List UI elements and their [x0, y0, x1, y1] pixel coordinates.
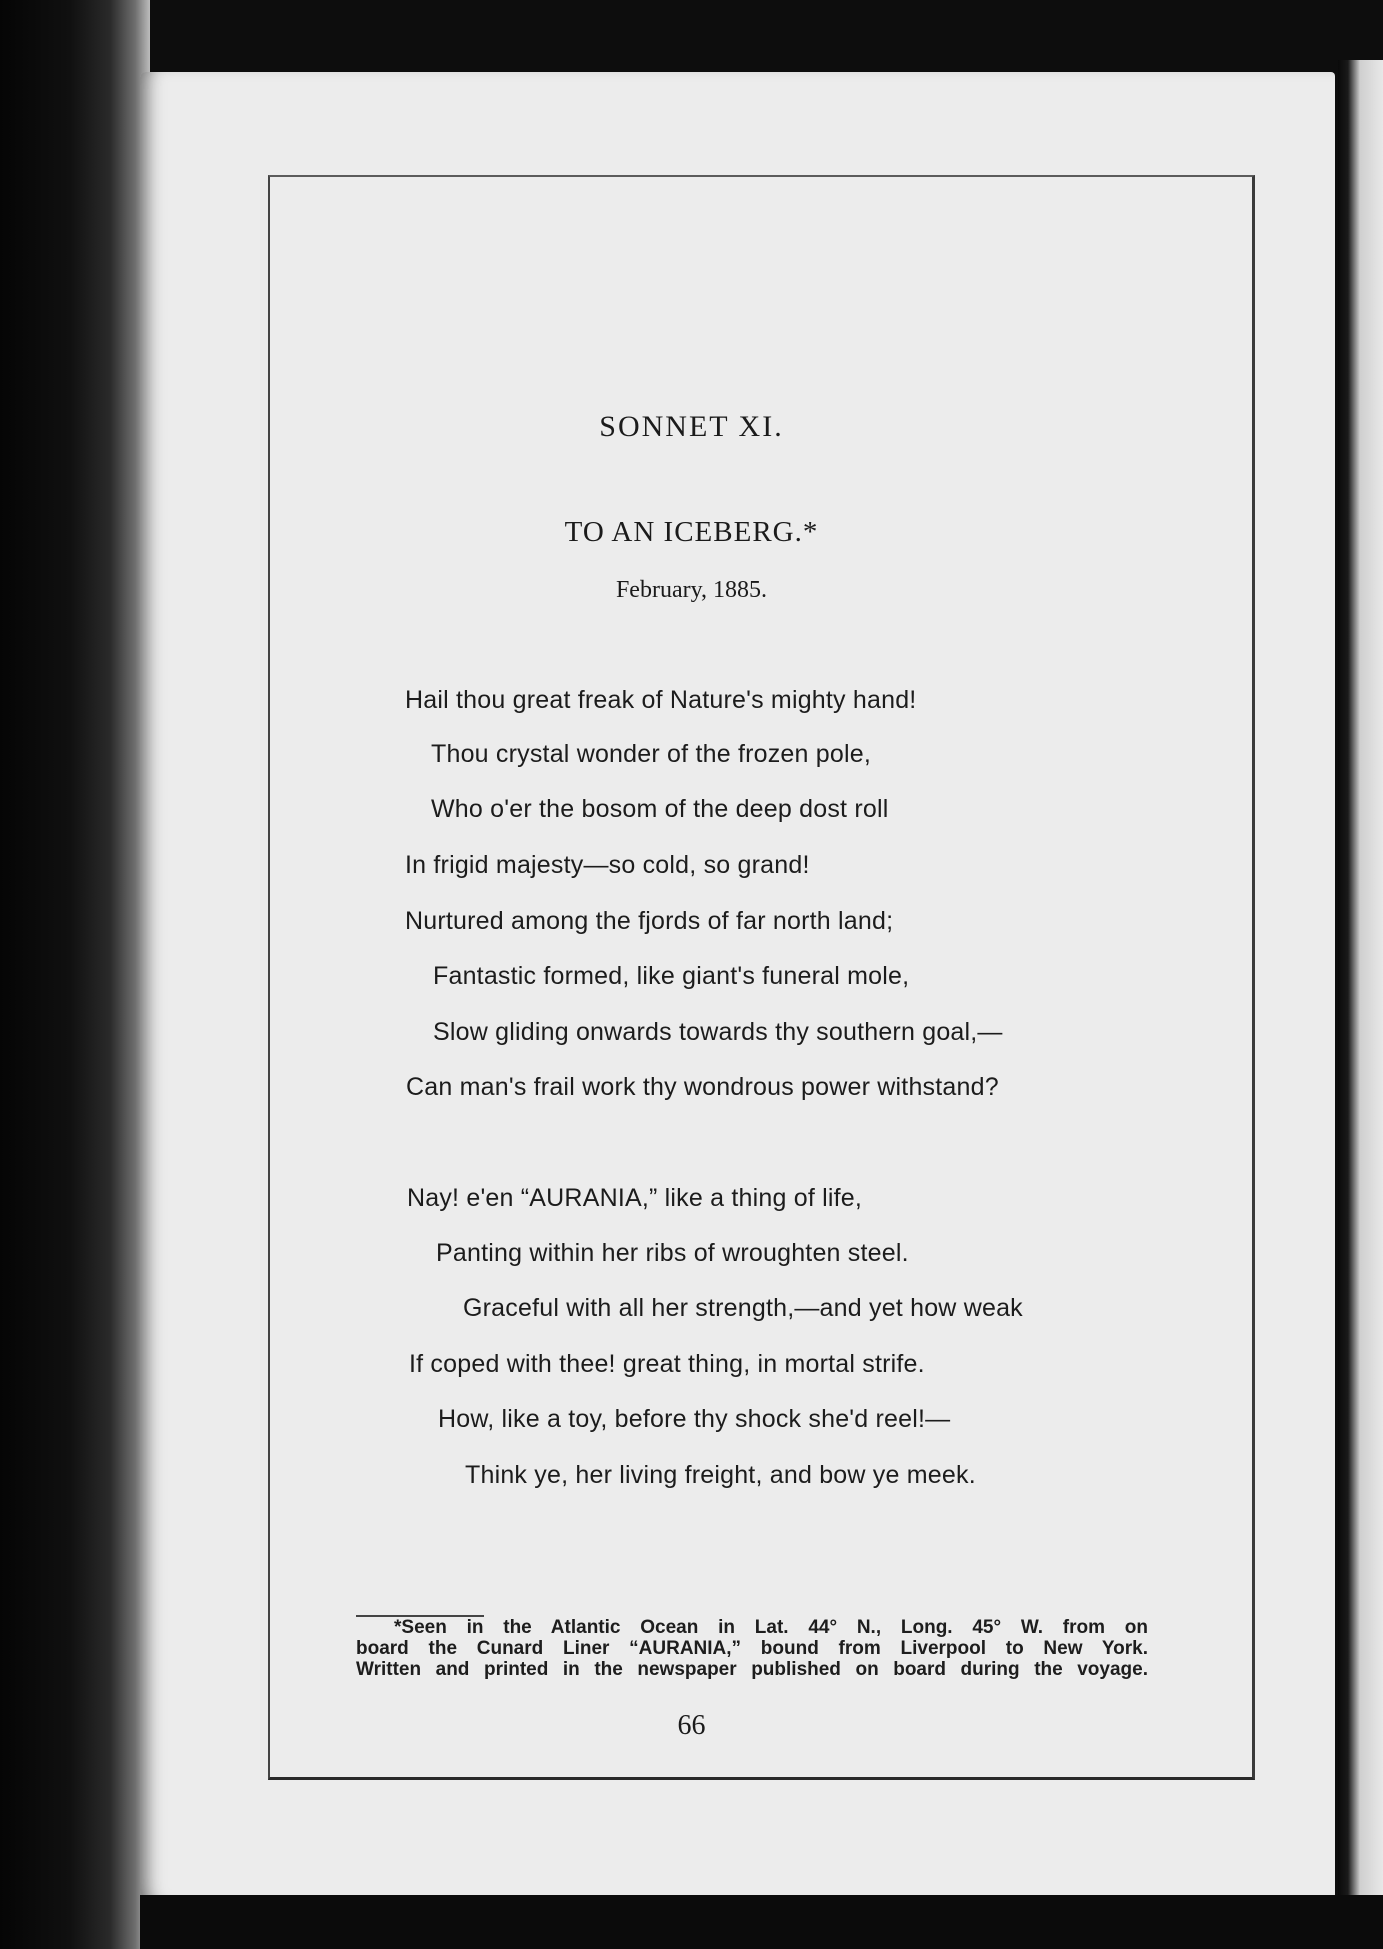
poem-line: Nay! e'en “AURANIA,” like a thing of life,	[407, 1184, 863, 1212]
poem-line: Panting within her ribs of wroughten steel.	[436, 1239, 909, 1267]
poem-line: Nurtured among the fjords of far north land;	[405, 907, 894, 935]
sonnet-number: SONNET XI.	[599, 410, 784, 443]
poem-line: If coped with thee! great thing, in mortal strife.	[409, 1350, 925, 1378]
footnote-line: board the Cunard Liner “AURANIA,” bound from Liverpool to New York.	[356, 1638, 1148, 1659]
poem-line: Slow gliding onwards towards thy southern goal,—	[433, 1018, 1003, 1046]
footnote-line: Written and printed in the newspaper published on board during the voyage.	[356, 1659, 1148, 1680]
poem-line: How, like a toy, before thy shock she'd reel!—	[438, 1405, 951, 1433]
book-spine	[0, 0, 150, 1949]
poem-line: Graceful with all her strength,—and yet how weak	[463, 1294, 1023, 1322]
poem-line: Can man's frail work thy wondrous power withstand?	[406, 1073, 999, 1101]
poem-line: Think ye, her living freight, and bow ye meek.	[465, 1461, 976, 1489]
poem-line: Who o'er the bosom of the deep dost roll	[431, 795, 889, 823]
poem-line: Thou crystal wonder of the frozen pole,	[431, 740, 871, 768]
poem-date: February, 1885.	[615, 577, 768, 603]
poem-line: Fantastic formed, like giant's funeral mole,	[433, 962, 910, 990]
facing-page-edge	[1338, 60, 1383, 1910]
footnote-line: *Seen in the Atlantic Ocean in Lat. 44° N., Long. 45° W. from on	[394, 1617, 1148, 1638]
page-bottom-shadow	[140, 1895, 1383, 1949]
poem-line: Hail thou great freak of Nature's mighty hand!	[405, 686, 917, 714]
poem-line: In frigid majesty—so cold, so grand!	[405, 851, 810, 879]
page-number: 66	[677, 1710, 706, 1741]
poem-title: TO AN ICEBERG.*	[564, 516, 819, 548]
